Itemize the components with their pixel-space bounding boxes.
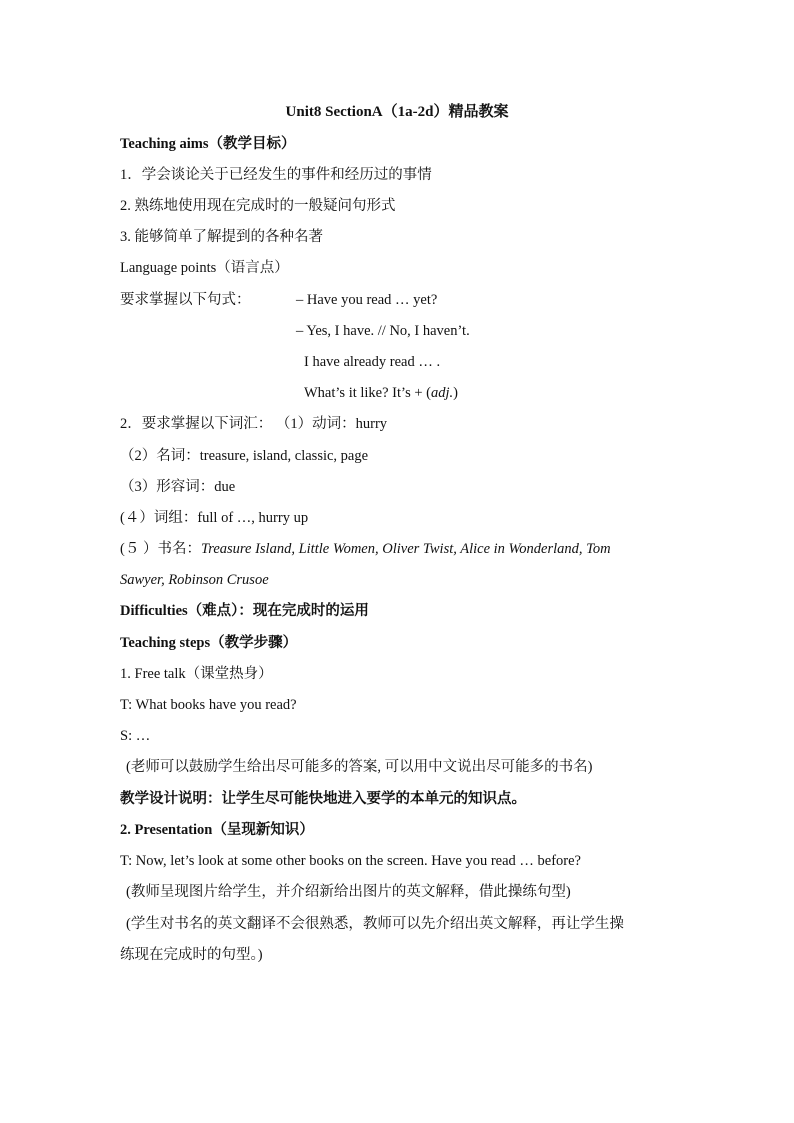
step2-note-continued: 练现在完成时的句型。)	[120, 947, 263, 963]
vocab-line: 2．要求掌握以下词汇： （1）动词：hurry	[120, 416, 388, 432]
step1-student-line: S: …	[120, 728, 151, 744]
vocab-line: (４）词组：full of …, hurry up	[120, 510, 309, 526]
step2-note: (学生对书名的英文翻译不会很熟悉，教师可以先介绍出英文解释，再让学生操	[126, 916, 624, 932]
difficulties-heading: Difficulties（难点）：现在完成时的运用	[120, 603, 369, 619]
document-title: Unit8 SectionA（1a-2d）精品教案	[285, 104, 509, 120]
sentence-pattern: What’s it like? It’s + (adj.)	[304, 385, 458, 401]
step1-note: (老师可以鼓励学生给出尽可能多的答案, 可以用中文说出尽可能多的书名)	[126, 759, 593, 775]
step2-heading: 2. Presentation（呈现新知识）	[120, 822, 314, 838]
aim-item: 3. 能够简单了解提到的各种名著	[120, 229, 323, 245]
teaching-aims-heading: Teaching aims（教学目标）	[120, 136, 296, 152]
step1-design-note: 教学设计说明：让学生尽可能快地进入要学的本单元的知识点。	[120, 791, 526, 807]
sentence-pattern: I have already read … .	[304, 354, 441, 370]
vocab-line: （3）形容词：due	[120, 479, 236, 495]
book-titles: Treasure Island, Little Women, Oliver Twist, Alice in Wonderland, Tom	[200, 541, 611, 557]
book-titles-continued: Sawyer, Robinson Crusoe	[120, 572, 269, 588]
step2-teacher-line: T: Now, let’s look at some other books on the screen. Have you read … before?	[120, 853, 581, 869]
step2-note: (教师呈现图片给学生，并介绍新给出图片的英文解释，借此操练句型)	[126, 884, 571, 900]
teaching-steps-heading: Teaching steps（教学步骤）	[120, 635, 298, 651]
aim-item: 1．学会谈论关于已经发生的事件和经历过的事情	[120, 167, 432, 183]
sentence-patterns-label: 要求掌握以下句式：	[120, 292, 251, 308]
aim-item: 2. 熟练地使用现在完成时的一般疑问句形式	[120, 198, 396, 214]
sentence-pattern: – Yes, I have. // No, I haven’t.	[296, 323, 470, 339]
language-points-heading: Language points（语言点）	[120, 260, 289, 276]
vocab-line: （2）名词：treasure, island, classic, page	[120, 448, 369, 464]
sentence-pattern: – Have you read … yet?	[296, 292, 438, 308]
step1-heading: 1. Free talk（课堂热身）	[120, 666, 273, 682]
vocab-line: (５ ）书名：Treasure Island, Little Women, Oliver Twist, Alice in Wonderland, Tom	[120, 541, 611, 557]
step1-teacher-line: T: What books have you read?	[120, 697, 297, 713]
